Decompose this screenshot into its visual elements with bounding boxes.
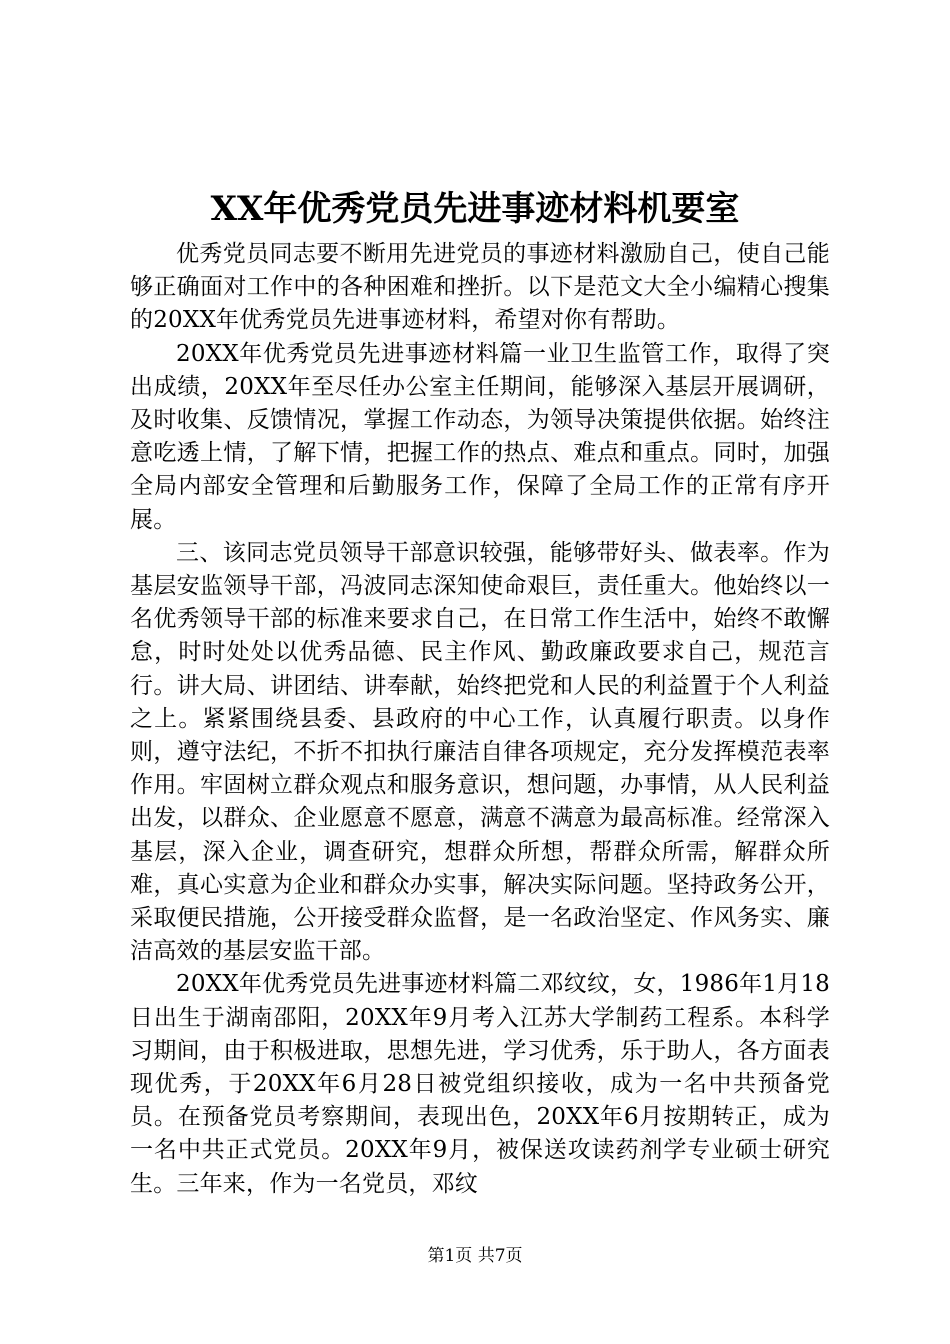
paragraph-section-three: 三、该同志党员领导干部意识较强，能够带好头、做表率。作为基层安监领导干部，冯波同志深知使命艰巨，责任重大。他始终以一名优秀领导干部的标准来要求自己，在日常工作生活中，始终不敢懈怠，时时处处以优秀品德、民主作风、勤政廉政要求自己，规范言行。讲大局、讲团结、讲奉献，始终把党和人民的利益置于个人利益之上。紧紧围绕县委、县政府的中心工作，认真履行职责。以身作则，遵守法纪，不折不扣执行廉洁自律各项规定，充分发挥模范表率作用。牢固树立群众观点和服务意识，想问题，办事情，从人民利益出发，以群众、企业愿意不愿意，满意不满意为最高标准。经常深入基层，深入企业，调查研究，想群众所想，帮群众所需，解群众所难，真心实意为企业和群众办实事，解决实际问题。坚持政务公开，采取便民措施，公开接受群众监督，是一名政治坚定、作风务实、廉洁高效的基层安监干部。 <box>130 539 830 965</box>
document-body <box>130 238 830 1201</box>
paragraph-article-one: 20XX年优秀党员先进事迹材料篇一业卫生监管工作，取得了突出成绩，20XX年至尽任办公室主任期间，能够深入基层开展调研，及时收集、反馈情况，掌握工作动态，为领导决策提供依据。始终注意吃透上情，了解下情，把握工作的热点、难点和重点。同时，加强全局内部安全管理和后勤服务工作，保障了全局工作的正常有序开展。 <box>130 340 830 533</box>
page-number-footer: 第1页 共7页 <box>427 1246 523 1266</box>
paragraph-intro: 优秀党员同志要不断用先进党员的事迹材料激励自己，使自己能够正确面对工作中的各种困难和挫折。以下是范文大全小编精心搜集的20XX年优秀党员先进事迹材料，希望对你有帮助。 <box>130 241 830 334</box>
paragraph-article-two: 20XX年优秀党员先进事迹材料篇二邓纹纹，女，1986年1月18日出生于湖南邵阳，20XX年9月考入江苏大学制药工程系。本科学习期间，由于积极进取，思想先进，学习优秀，乐于助人，各方面表现优秀，于20XX年6月28日被党组织接收，成为一名中共预备党员。在预备党员考察期间，表现出色，20XX年6月按期转正，成为一名中共正式党员。20XX年9月，被保送攻读药剂学专业硕士研究生。三年来，作为一名党员，邓纹 <box>130 971 830 1197</box>
document-title: XX年优秀党员先进事迹材料机要室 <box>210 189 740 229</box>
